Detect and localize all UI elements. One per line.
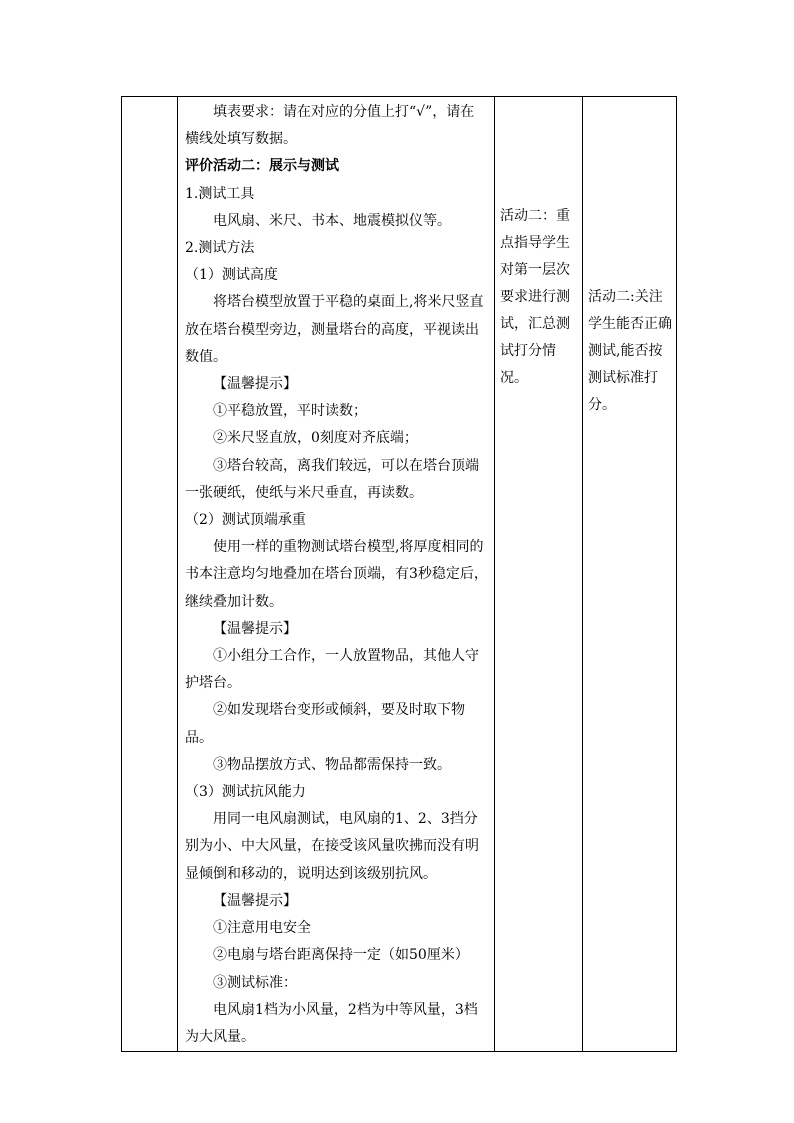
tip-item: ②电扇与塔台距离保持一定（如50厘米） [213, 947, 469, 964]
tip-heading: 【温馨提示】 [213, 620, 297, 637]
assessment-cell [583, 97, 677, 1052]
activity-heading: 评价活动二：展示与测试 [185, 158, 339, 175]
lesson-plan-table [121, 96, 677, 1052]
test-standard-text: 电风扇1档为小风量，2档为中等风量，3档为大风量。 [185, 1001, 478, 1045]
table-row [122, 97, 677, 1052]
test-wind-text: 用同一电风扇测试，电风扇的1、2、3挡分别为小、中大风量，在接受该风量吹拂而没有明显倾倒和移动的，说明达到该级别抗风。 [185, 811, 479, 882]
test-wind-heading: （3）测试抗风能力 [185, 784, 306, 801]
blank-column-cell [122, 97, 178, 1052]
section-tools-heading: 1.测试工具 [185, 185, 255, 202]
tip-item: ①注意用电安全 [213, 920, 311, 937]
section-method-heading: 2.测试方法 [185, 240, 255, 257]
test-load-text: 使用一样的重物测试塔台模型,将厚度相同的书本注意均匀地叠加在塔台顶端，有3秒稳定后，继续叠加计数。 [185, 539, 488, 610]
tip-item: ③塔台较高，离我们较远，可以在塔台顶端一张硬纸，使纸与米尺垂直，再读数。 [185, 457, 479, 501]
tip-heading: 【温馨提示】 [213, 892, 297, 909]
assessment-text: 活动二:关注学生能否正确测试,能否按测试标准打分。 [588, 289, 672, 413]
test-height-text: 将塔台模型放置于平稳的桌面上,将米尺竖直放在塔台模型旁边，测量塔台的高度，平视读出数值。 [185, 294, 484, 365]
test-height-heading: （1）测试高度 [185, 267, 278, 284]
fill-requirement: 填表要求：请在对应的分值上打“√”，请在横线处填写数据。 [185, 104, 475, 148]
tip-item: ①平稳放置，平时读数； [213, 403, 367, 420]
tools-list: 电风扇、米尺、书本、地震模拟仪等。 [213, 212, 451, 229]
teacher-guidance-cell [495, 97, 583, 1052]
test-load-heading: （2）测试顶端承重 [185, 512, 306, 529]
activity-content-cell [178, 97, 495, 1052]
tip-item: ③测试标准： [213, 974, 297, 991]
activity-content [178, 97, 494, 1051]
tip-heading: 【温馨提示】 [213, 376, 297, 393]
tip-item: ②米尺竖直放，0刻度对齐底端； [213, 430, 418, 447]
tip-item: ①小组分工合作，一人放置物品，其他人守护塔台。 [185, 648, 479, 692]
tip-item: ②如发现塔台变形或倾斜，要及时取下物品。 [185, 702, 465, 746]
teacher-guidance-text: 活动二：重点指导学生对第一层次要求进行测试，汇总测试打分情况。 [500, 208, 570, 386]
tip-item: ③物品摆放方式、物品都需保持一致。 [213, 756, 451, 773]
